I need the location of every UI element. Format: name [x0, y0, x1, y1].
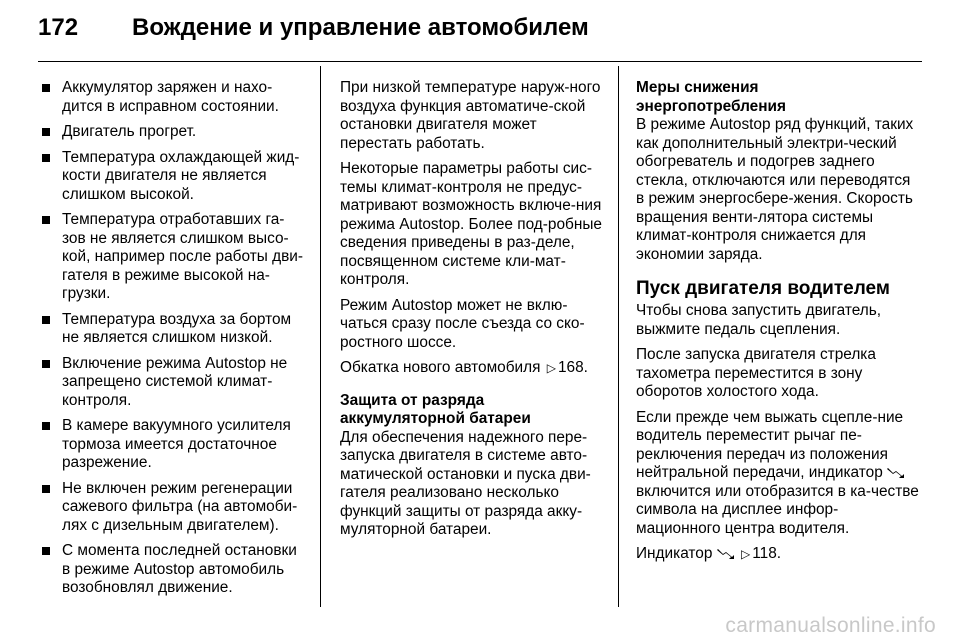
section-heading: Меры снижения энергопотребления — [636, 79, 786, 115]
page-ref-icon: ▷ — [546, 361, 556, 375]
list-item: Не включен режим регенерации сажевого фильтра (на автомоби-лях с дизельным двигателем). — [40, 480, 308, 536]
list-item: В камере вакуумного усилителя тормоза имеется достаточное разрежение. — [40, 417, 308, 473]
paragraph: Чтобы снова запустить двигатель, выжмите педаль сцепления. — [636, 302, 882, 338]
page-ref-link[interactable]: 168. — [557, 359, 588, 376]
bullet-icon — [42, 216, 50, 224]
autostop-indicator-icon — [717, 547, 735, 559]
paragraph: Индикатор ▷ 118. — [636, 545, 782, 562]
list-item: Температура воздуха за бортом не является слишком низкой. — [40, 311, 308, 348]
bullet-icon — [42, 316, 50, 324]
bullet-icon — [42, 547, 50, 555]
header-rule — [38, 61, 922, 62]
list-item: С момента последней остановки в режиме Autostop автомобиль возобновлял движение. — [40, 542, 308, 598]
section-heading: Пуск двигателя водителем — [636, 278, 890, 299]
conditions-list — [40, 79, 308, 598]
list-item: Двигатель прогрет. — [40, 123, 308, 142]
list-item: Температура охлаждающей жид-кости двигателя не является слишком высокой. — [40, 149, 308, 205]
page-ref-link[interactable]: 118. — [752, 545, 782, 562]
bullet-icon — [42, 485, 50, 493]
page-title: Вождение и управление автомобилем — [132, 14, 589, 41]
column-divider — [618, 66, 619, 607]
column-middle — [340, 79, 608, 547]
bullet-icon — [42, 84, 50, 92]
list-item: Включение режима Autostop не запрещено системой климат-контроля. — [40, 355, 308, 411]
page-ref-icon: ▷ — [741, 547, 751, 561]
paragraph: В режиме Autostop ряд функций, таких как дополнительный электри-ческий обогреватель и подогрев заднего стекла, отключаются или переводятся в режим энергосбере-жения. Скорость вращения венти-лятора системы климат-контроля снижается для экономии заряда. — [636, 116, 914, 263]
paragraph: Обкатка нового автомобиля ▷ 168. — [340, 359, 588, 376]
column-divider — [320, 66, 321, 607]
paragraph: При низкой температуре наруж-ного воздуха функция автоматиче-ской остановки двигателя может перестать работать. — [340, 79, 601, 152]
paragraph: Для обеспечения надежного пере-запуска двигателя в системе авто-матической остановки и пуска дви-гателя реализовано несколько функций защиты от разряда акку-муляторной батареи. — [340, 428, 591, 538]
bullet-icon — [42, 154, 50, 162]
paragraph: После запуска двигателя стрелка тахометра переместится в зону оборотов холостого хода. — [636, 346, 876, 400]
list-item: Аккумулятор заряжен и нахо-дится в исправном состоянии. — [40, 79, 308, 116]
page-number: 172 — [38, 14, 79, 41]
autostop-indicator-icon — [887, 466, 905, 478]
paragraph: Режим Autostop может не вклю-чаться сразу после съезда со ско-ростного шоссе. — [340, 296, 585, 351]
paragraph: Если прежде чем выжать сцепле-ние водитель переместит рычаг пе-реключения передач из положения нейтральной передачи, индикатор включится или отобразится в ка-честве символа на дисплее инфор-мационного центра водителя. — [636, 408, 919, 537]
bullet-icon — [42, 128, 50, 136]
paragraph: Некоторые параметры работы сис-темы климат-контроля не предус-матривают возможность включе-ния режима Autostop. Более под-робные сведения приведены в раз-деле, посвященном системе кли-мат-контроля. — [340, 160, 602, 288]
bullet-icon — [42, 422, 50, 430]
section-heading: Защита от разряда аккумуляторной батареи — [340, 391, 531, 427]
list-item: Температура отработавших га-зов не является слишком высо-кой, например после работы дви-гателя в режиме высокой на-грузки. — [40, 211, 308, 304]
column-left — [40, 79, 308, 605]
watermark: carmanualsonline.info — [725, 614, 936, 637]
page-header — [38, 14, 589, 50]
bullet-icon — [42, 360, 50, 368]
column-right — [636, 79, 922, 571]
